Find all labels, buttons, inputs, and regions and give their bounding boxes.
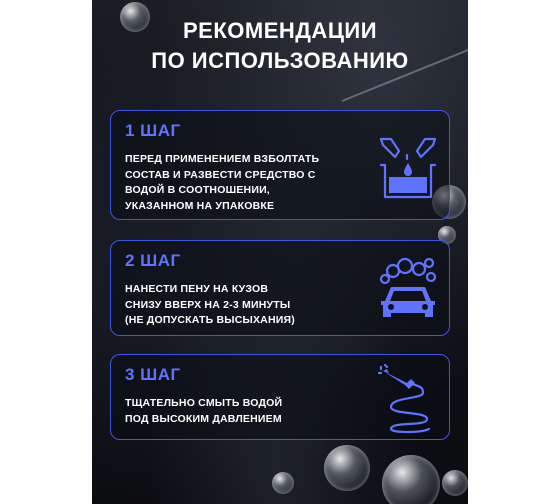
- foam-bubble: [324, 445, 370, 491]
- step-1-card: [110, 110, 450, 220]
- step-3-label: 3 ШАГ: [125, 365, 181, 384]
- step-3-text: ТЩАТЕЛЬНО СМЫТЬ ВОДОЙ ПОД ВЫСОКИМ ДАВЛЕНИЕМ: [125, 397, 283, 425]
- step-2-text: НАНЕСТИ ПЕНУ НА КУЗОВ СНИЗУ ВВЕРХ НА 2-3 МИНУТЫ (НЕ ДОПУСКАТЬ ВЫСЫХАНИЯ): [125, 283, 295, 326]
- infographic-canvas: [92, 0, 468, 504]
- step-3-card: [110, 354, 450, 440]
- foamed-car-icon: [377, 257, 439, 325]
- foam-bubble: [272, 472, 294, 494]
- step-1-text: ПЕРЕД ПРИМЕНЕНИЕМ ВЗБОЛТАТЬ СОСТАВ И РАЗВЕСТИ СРЕДСТВО С ВОДОЙ В СООТНОШЕНИИ, УКАЗАННОМ НА УПАКОВКЕ: [125, 153, 320, 212]
- page-title: [92, 16, 468, 76]
- foam-bubble: [382, 455, 440, 504]
- step-2-card: [110, 240, 450, 336]
- foam-bubble: [442, 470, 468, 496]
- step-2-label: 2 ШАГ: [125, 251, 181, 270]
- pressure-washer-hose-icon: [377, 363, 441, 435]
- mixing-container-icon: [377, 135, 439, 201]
- title-line-2: ПО ИСПОЛЬЗОВАНИЮ: [151, 48, 409, 73]
- step-1-label: 1 ШАГ: [125, 121, 181, 140]
- title-line-1: РЕКОМЕНДАЦИИ: [182, 18, 378, 43]
